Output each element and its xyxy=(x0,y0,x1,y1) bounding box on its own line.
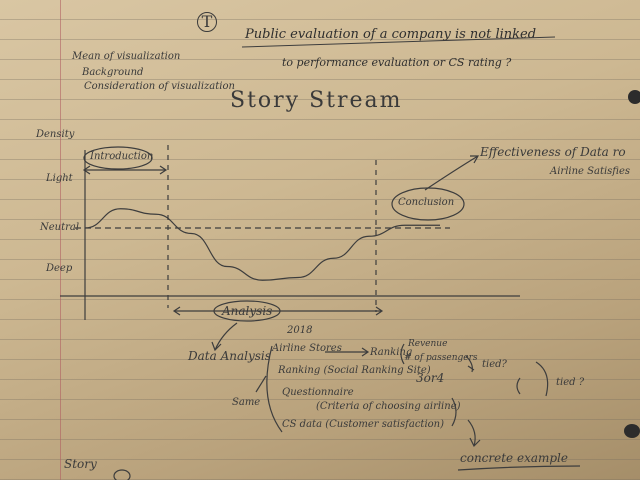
note-mean-of-visualization: Mean of visualization xyxy=(72,51,181,62)
same-label: Same xyxy=(232,397,261,408)
page-marker: T xyxy=(197,12,217,32)
page-title: Story Stream xyxy=(230,88,403,113)
right-brace-tied xyxy=(536,362,548,396)
note-consideration: Consideration of visualization xyxy=(84,81,235,92)
y-axis-label: Density xyxy=(36,129,75,140)
example-arrow xyxy=(468,420,480,446)
story-curve-series xyxy=(85,209,440,281)
intro-arrow xyxy=(84,166,166,174)
question-line-1: Public evaluation of a company is not linked xyxy=(245,27,537,42)
numbers-note: 3or4 xyxy=(416,371,445,385)
item-airline-stores: Airline Stores xyxy=(272,343,342,354)
tied-label-2: tied ? xyxy=(556,377,585,388)
story-bottom-label: Story xyxy=(64,457,97,471)
concrete-underline xyxy=(458,466,580,470)
tied-label-1: tied? xyxy=(482,359,507,370)
item-cs-data: CS data (Customer satisfaction) xyxy=(282,419,445,430)
note-background: Background xyxy=(82,67,144,78)
item-criteria: (Criteria of choosing airline) xyxy=(316,401,461,412)
passengers-note: # of passengers xyxy=(404,353,478,363)
concrete-example: concrete example xyxy=(460,451,568,465)
level-light: Light xyxy=(46,173,73,184)
level-neutral: Neutral xyxy=(40,222,80,233)
question-line-2: to performance evaluation or CS rating ? xyxy=(282,56,512,69)
ranking-label: Ranking xyxy=(370,347,413,358)
story-circle xyxy=(114,470,130,480)
label-analysis: Analysis xyxy=(222,304,273,318)
effectiveness-line-1: Effectiveness of Data ro xyxy=(480,145,626,159)
data-analysis-label: Data Analysis xyxy=(188,349,271,363)
item-ranking-site: Ranking (Social Ranking Site) xyxy=(278,365,431,376)
label-introduction: Introduction xyxy=(90,151,154,162)
small-bracket xyxy=(517,378,520,394)
item-questionnaire: Questionnaire xyxy=(282,387,354,398)
effectiveness-arrow xyxy=(425,156,478,190)
label-conclusion: Conclusion xyxy=(398,197,455,208)
year-label: 2018 xyxy=(287,325,313,336)
level-deep: Deep xyxy=(46,263,73,274)
effectiveness-line-2: Airline Satisfies xyxy=(550,166,631,177)
revenue-note: Revenue xyxy=(408,339,448,349)
data-analysis-arrow xyxy=(212,323,237,350)
